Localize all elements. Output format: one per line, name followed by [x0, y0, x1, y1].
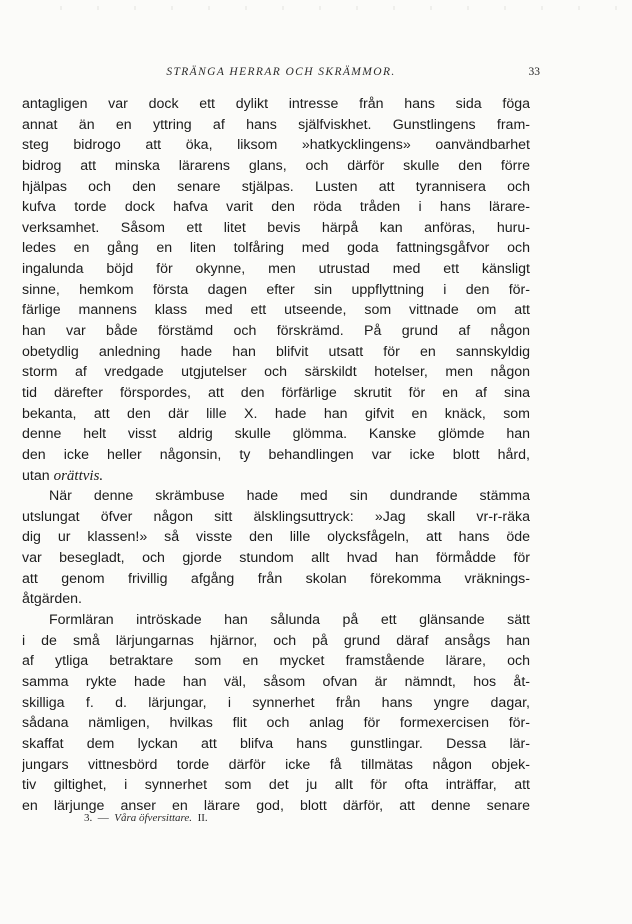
text-line: att genom frivillig afgång från skolan förekomma vräknings-: [22, 570, 530, 587]
text-line: kufva torde dock hafva varit den röda tråden i hans lärare-: [22, 199, 530, 216]
signature-footer: [84, 812, 208, 824]
text-line: bekanta, att den där lille X. hade han gifvit en knäck, som: [22, 405, 530, 422]
text-line: i de små lärjungarnas hjärnor, och på grund däraf ansågs han: [22, 632, 530, 649]
text-line: utslungat öfver någon sitt älsklingsuttryck: »Jag skall vr-r-räka: [22, 508, 530, 525]
text-line: tid därefter förspordes, att den förfärlige skrutit för en af sina: [22, 384, 530, 401]
text-line: denne helt visst aldrig skulle glömma. Kanske glömde han: [22, 426, 530, 443]
text-line: jungars vittnesbörd torde därför icke få tillmätas någon objek-: [22, 756, 530, 773]
footer-part: II.: [197, 812, 208, 824]
text-line: ingalunda böjd för okynne, men utrustad med ett känsligt: [22, 261, 530, 278]
italic-word: orättvis.: [53, 467, 104, 484]
text-line: annat än en yttring af hans själfviskhet. Gunstlingens fram-: [22, 116, 530, 133]
text-line: steg bidrogo att öka, liksom »hatkycklingens» oanvändbarhet: [22, 137, 530, 154]
text-line: af ytliga betraktare som en mycket framstående lärare, och: [22, 653, 530, 670]
text-line: ledes en gång en liten tolfåring med goda fattningsgåfvor och: [22, 240, 530, 257]
text-line: färlige mannens klass med ett utseende, som vittnade om att: [22, 302, 530, 319]
text-line: tiv giltighet, i synnerhet som det ju allt för ofta inträffar, att: [22, 777, 530, 794]
text-line: dig ur klassen!» så visste den lille olycksfågeln, att hans öde: [22, 529, 530, 546]
running-header: STRÄNGA HERRAR OCH SKRÄMMOR.: [166, 66, 396, 78]
text-line: [22, 466, 530, 487]
text-line: samma rykte hade han väl, såsom ofvan är nämndt, hos åt-: [22, 673, 530, 690]
text-line: han var både förstämd och förskrämd. På grund af någon: [22, 323, 530, 340]
text-line: storm af vredgade utgjutelser och särskildt hotelser, men någon: [22, 364, 530, 381]
text-line: sinne, hemkom första dagen efter sin uppflyttning i den för-: [22, 281, 530, 298]
text-line: antagligen var dock ett dylikt intresse från hans sida föga: [22, 96, 530, 112]
text-line: obetydlig anledning hade han blifvit utsatt för en sannskyldig: [22, 343, 530, 360]
text-line: bidrog att minska lärarens glans, och därför skulle den förre: [22, 157, 530, 174]
paragraph-start-line: Formläran intröskade han sålunda på ett glänsande sätt: [49, 612, 530, 629]
text-line: sådana nämligen, hvilkas flit och anlag för formexercisen för-: [22, 715, 530, 732]
text-line: verksamhet. Såsom ett litet bevis härpå kan anföras, huru-: [22, 219, 530, 236]
text-line: åtgärden.: [22, 591, 82, 608]
signature-number: 3.: [84, 812, 93, 824]
text-line-start: utan: [22, 467, 50, 484]
text-line: hjälpas och den senare stjälpas. Lusten att tyrannisera och: [22, 178, 530, 195]
footer-title: Våra öfversittare.: [114, 812, 193, 824]
text-line: skilliga f. d. lärjungar, i synnerhet från hans yngre dagar,: [22, 694, 530, 711]
text-line: en lärjunge anser en lärare god, blott därför, att denne senare: [22, 797, 530, 814]
page-number: 33: [528, 66, 540, 78]
scan-specks: [60, 6, 620, 10]
text-line: skaffat dem lyckan att blifva hans gunstlingar. Dessa lär-: [22, 735, 530, 752]
body-text: [22, 94, 530, 816]
text-line: den icke heller någonsin, ty behandlingen var icke blott hård,: [22, 446, 530, 463]
text-line: var besegladt, och gjorde stundom allt hvad han förmådde för: [22, 550, 530, 567]
paragraph-start-line: När denne skrämbuse hade med sin dundrande stämma: [49, 488, 530, 505]
footer-dash: —: [97, 812, 109, 824]
